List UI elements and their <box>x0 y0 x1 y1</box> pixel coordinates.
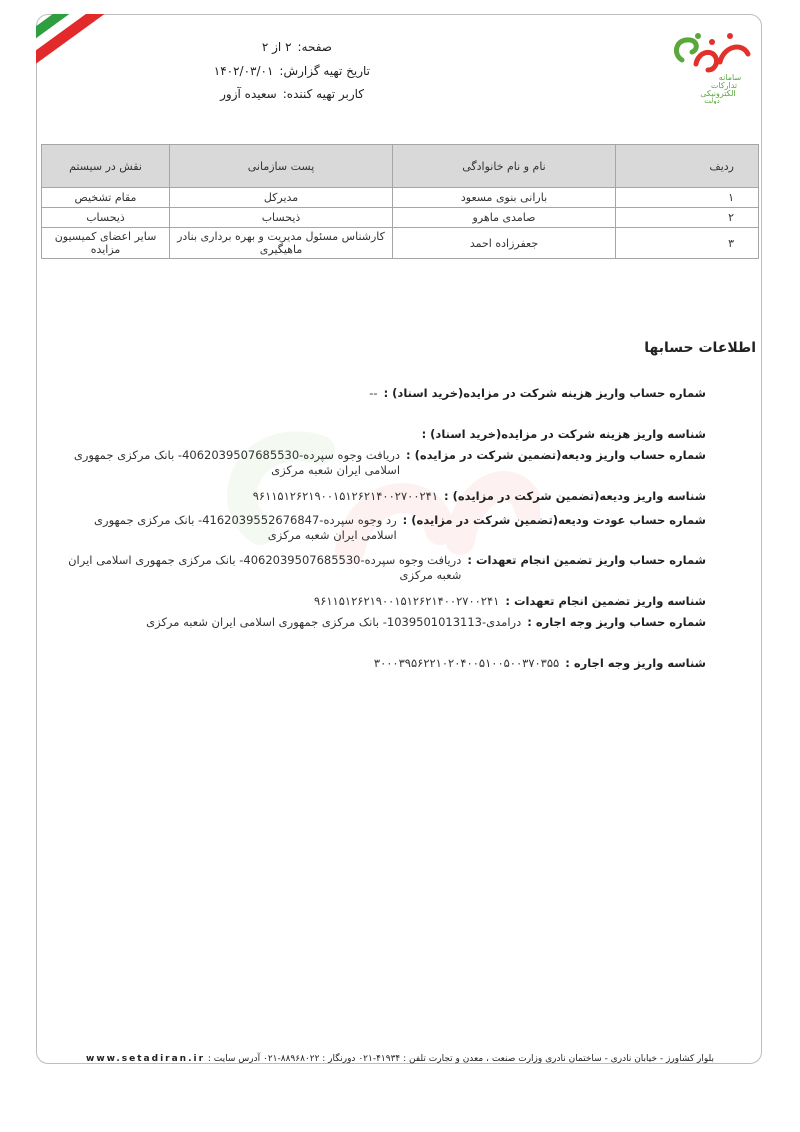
setad-logo-icon <box>668 24 758 104</box>
account-key: شماره حساب عودت ودیعه(تضمین شرکت در مزایده) : <box>402 513 706 527</box>
page-number <box>262 40 332 54</box>
account-value: دریافت وجوه سپرده-4062039507685530- بانک مرکزی جمهوری اسلامی ایران شعبه مرکزی <box>68 553 462 582</box>
account-key: شماره حساب واریز هزینه شرکت در مزایده(خرید اسناد) : <box>383 386 706 400</box>
report-date <box>214 64 370 78</box>
users-table-header <box>42 145 759 188</box>
page-value: ۲ از ۲ <box>261 40 292 54</box>
account-key: شناسه واریز وجه اجاره : <box>565 656 706 670</box>
iran-flag-icon <box>36 14 112 74</box>
row-number: ۲ <box>616 208 759 228</box>
account-item <box>56 489 706 504</box>
col-post-header: پست سازمانی <box>170 145 393 188</box>
row-name: صامدی ماهرو <box>393 208 616 228</box>
row-number: ۱ <box>616 188 759 208</box>
page-footer <box>0 1054 800 1064</box>
footer-site-link[interactable]: www.setadiran.ir <box>86 1054 206 1064</box>
row-post: ذیحساب <box>170 208 393 228</box>
accounts-title: اطلاعات حسابها <box>644 340 756 356</box>
row-role: ذیحساب <box>42 208 170 228</box>
account-item <box>56 553 706 583</box>
prepared-by <box>220 87 364 101</box>
table-row <box>42 208 759 228</box>
col-role-header: نقش در سیستم <box>42 145 170 188</box>
account-value: درامدی-1039501013113- بانک مرکزی جمهوری اسلامی ایران شعبه مرکزی <box>146 615 522 629</box>
table-row <box>42 228 759 259</box>
account-value: ۹۶۱۱۵۱۲۶۲۱۹۰۰۱۵۱۲۶۲۱۴۰۰۲۷۰۰۲۴۱ <box>314 594 500 608</box>
row-number: ۳ <box>616 228 759 259</box>
row-post: کارشناس مسئول مدیریت و بهره برداری بنادر ماهیگیری <box>170 228 393 259</box>
account-item <box>56 448 706 478</box>
account-item <box>56 513 706 543</box>
account-item <box>56 594 706 609</box>
report-date-label: تاریخ تهیه گزارش: <box>279 64 370 78</box>
logo-text-2: تدارکات <box>710 81 738 90</box>
account-key: شماره حساب واریز وجه اجاره : <box>527 615 706 629</box>
footer-address: بلوار کشاورز - خیابان نادری - ساختمان نادری وزارت صنعت ، معدن و تجارت تلفن : ۴۱۹۳۴-۰۲۱ دورنگار : ۸۸۹۶۸۰۲۲-۰۲۱ آدرس سایت : <box>207 1054 714 1064</box>
account-item <box>56 386 706 401</box>
page-label: صفحه: <box>297 40 332 54</box>
logo-text-4: دولت <box>704 97 720 104</box>
users-table <box>41 144 759 259</box>
row-name: بارانی بنوی مسعود <box>393 188 616 208</box>
account-key: شناسه واریز هزینه شرکت در مزایده(خرید اسناد) : <box>421 427 706 441</box>
account-value: دریافت وجوه سپرده-4062039507685530- بانک مرکزی جمهوری اسلامی ایران شعبه مرکزی <box>73 448 401 477</box>
account-key: شناسه واریز تضمین انجام تعهدات : <box>505 594 706 608</box>
logo-text-3: الکترونیکی <box>700 89 736 98</box>
col-row-header: ردیف <box>616 145 759 188</box>
account-value: رد وجوه سپرده-4162039552676847- بانک مرکزی جمهوری اسلامی ایران شعبه مرکزی <box>94 513 397 542</box>
account-item <box>56 615 706 630</box>
account-key: شماره حساب واریز ودیعه(تضمین شرکت در مزایده) : <box>406 448 706 462</box>
account-key: شناسه واریز ودیعه(تضمین شرکت در مزایده) : <box>444 489 706 503</box>
prepared-by-label: کاربر تهیه کننده: <box>282 87 364 101</box>
account-item <box>56 427 706 441</box>
row-role: سایر اعضای کمیسیون مزایده <box>42 228 170 259</box>
table-row <box>42 188 759 208</box>
prepared-by-value: سعیده آزور <box>220 87 277 101</box>
report-date-value: ۱۴۰۲/۰۳/۰۱ <box>213 64 274 78</box>
account-key: شماره حساب واریز تضمین انجام تعهدات : <box>467 553 706 567</box>
row-post: مدیرکل <box>170 188 393 208</box>
logo-text-1: سامانه <box>718 73 742 82</box>
col-name-header: نام و نام خانوادگی <box>393 145 616 188</box>
account-value: ۳۰۰۰۳۹۵۶۲۲۱۰۲۰۴۰۰۵۱۰۰۵۰۰۳۷۰۳۵۵ <box>373 656 560 670</box>
account-value: ۹۶۱۱۵۱۲۶۲۱۹۰۰۱۵۱۲۶۲۱۴۰۰۲۷۰۰۲۴۱ <box>252 489 439 503</box>
row-role: مقام تشخیص <box>42 188 170 208</box>
account-item <box>56 656 706 671</box>
account-value: -- <box>369 386 378 400</box>
row-name: جعفرزاده احمد <box>393 228 616 259</box>
